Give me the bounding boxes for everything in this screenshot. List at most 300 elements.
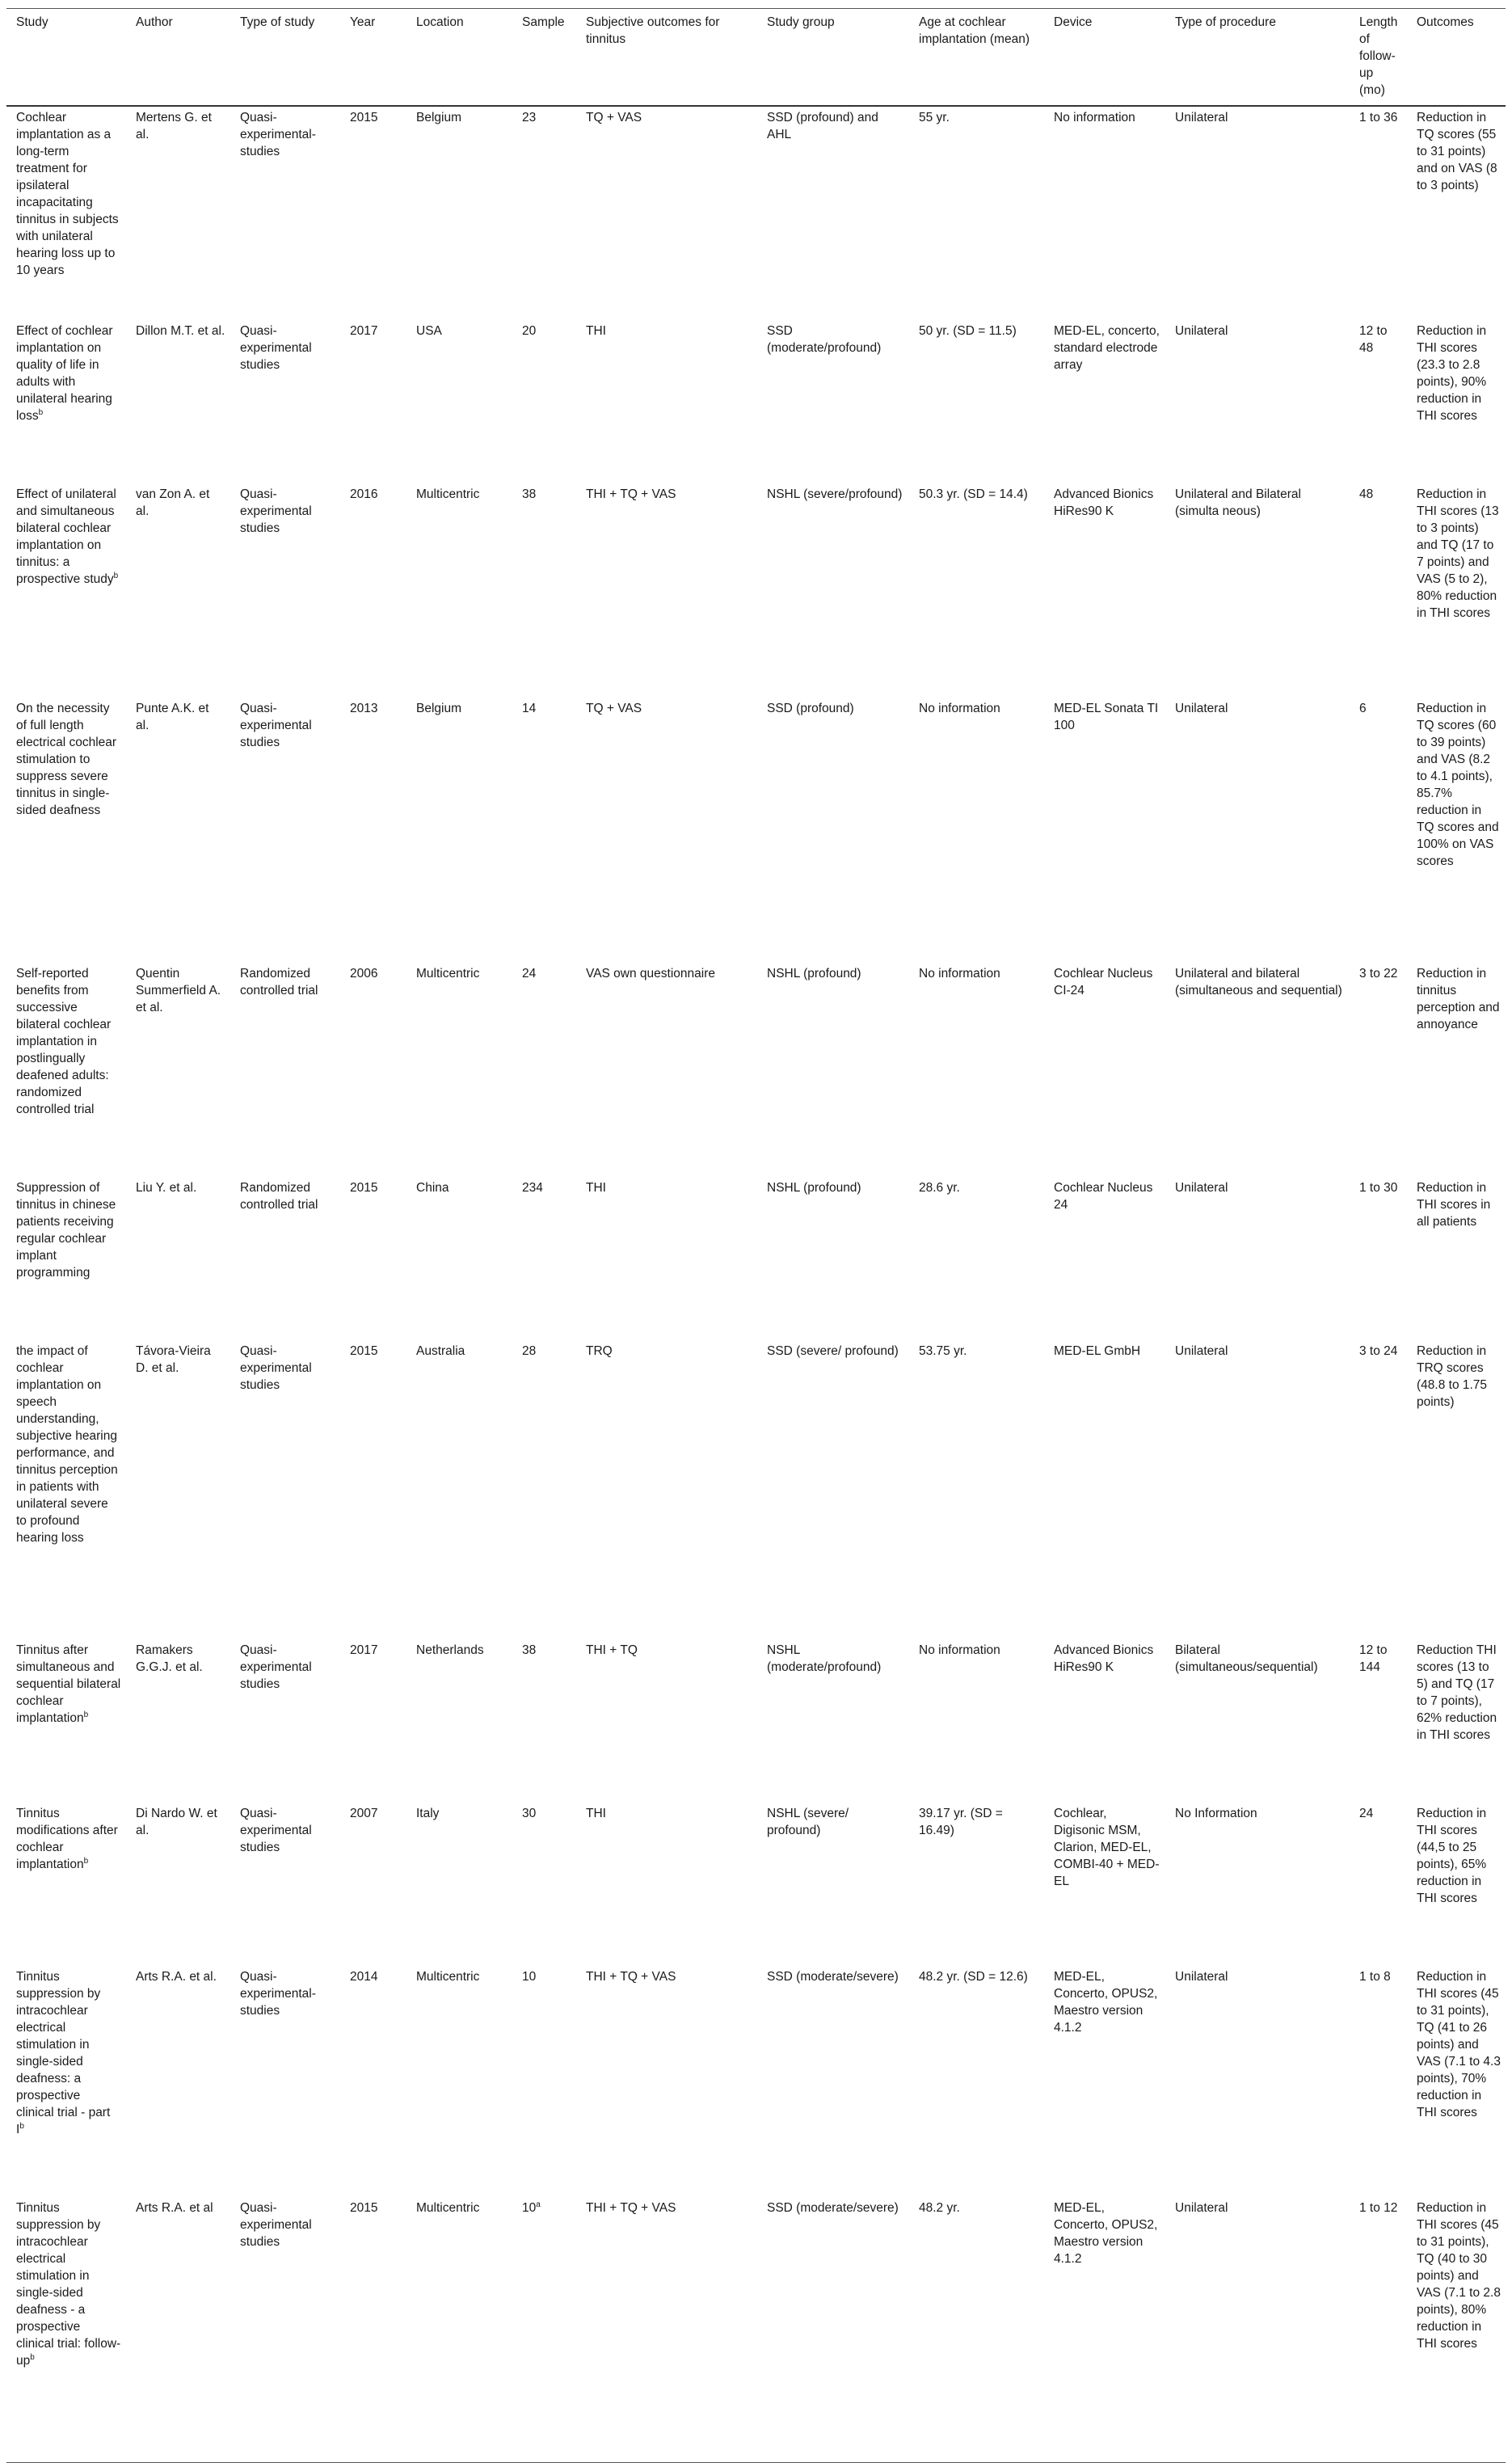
cell-procedure [1165,483,1350,698]
cell-location [406,698,512,963]
cell-group-text: NSHL (profound) [767,1181,861,1195]
cell-sample [512,320,576,483]
table-row [6,963,1506,1177]
cell-type [230,1177,340,1340]
cell-sample [512,1803,576,1966]
cell-outcomes [1407,2197,1506,2462]
cell-year [340,483,406,698]
cell-type [230,2197,340,2462]
cell-subjective-text: TQ + VAS [586,702,642,715]
header-year: Year [340,9,406,107]
cell-subjective-text: THI + TQ [586,1643,638,1657]
cell-age-text: 50.3 yr. (SD = 14.4) [919,487,1028,501]
cell-group-text: NSHL (profound) [767,967,861,981]
cell-outcomes-text: Reduction in THI scores (44,5 to 25 points), 65% reduction in THI scores [1417,1807,1487,1905]
cell-age [909,1803,1044,1966]
cell-age-text: 39.17 yr. (SD = 16.49) [919,1807,1003,1837]
cell-subjective [576,1966,757,2197]
cell-age [909,2197,1044,2462]
cell-sample [512,963,576,1177]
cell-outcomes [1407,106,1506,320]
cell-type-text: Quasi-experimental studies [240,1807,312,1854]
cell-sample-text: 23 [522,111,537,124]
cell-outcomes [1407,1177,1506,1340]
cell-type [230,1340,340,1639]
cell-followup [1350,1966,1407,2197]
cell-study [6,1340,126,1639]
cell-study-text: Tinnitus after simultaneous and sequential bilateral cochlear implantation [16,1643,121,1725]
cell-location-text: Netherlands [416,1643,484,1657]
cell-device [1044,483,1165,698]
cell-location-text: Australia [416,1344,465,1358]
cell-author-text: van Zon A. et al. [136,487,210,518]
table-container [6,8,1506,2463]
footnote-marker: b [113,571,119,580]
cell-type [230,1803,340,1966]
cell-type-text: Quasi-experimental studies [240,2201,312,2249]
cell-sample-text: 24 [522,967,537,981]
cell-procedure [1165,320,1350,483]
header-row [6,9,1506,107]
cell-outcomes-text: Reduction THI scores (13 to 5) and TQ (17 to 7 points), 62% reduction in THI scores [1417,1643,1497,1742]
header-device: Device [1044,9,1165,107]
cell-subjective-text: TQ + VAS [586,111,642,124]
cell-author-text: Mertens G. et al. [136,111,212,141]
cell-group [757,106,909,320]
cell-age-text: 48.2 yr. (SD = 12.6) [919,1970,1028,1984]
cell-group-text: SSD (moderate/severe) [767,2201,899,2215]
cell-study-text: Effect of unilateral and simultaneous bilateral cochlear implantation on tinnitus: a prospective study [16,487,116,586]
cell-group-text: NSHL (moderate/profound) [767,1643,882,1674]
footnote-marker: b [38,407,44,417]
cell-study [6,320,126,483]
cell-outcomes-text: Reduction in TQ scores (60 to 39 points) and VAS (8.2 to 4.1 points), 85.7% reduction in TQ scores and 100% on VAS scores [1417,702,1499,868]
cell-group [757,698,909,963]
cell-study-text: Tinnitus suppression by intracochlear electrical stimulation in single-sided deafness: a prospective clinical trial - part I [16,1970,111,2136]
cell-year-text: 2015 [350,1344,378,1358]
cell-location-text: Multicentric [416,487,480,501]
cell-followup-text: 12 to 144 [1359,1643,1388,1674]
cell-year-text: 2013 [350,702,378,715]
cell-device-text: Advanced Bionics HiRes90 K [1054,1643,1154,1674]
cell-group-text: SSD (severe/ profound) [767,1344,899,1358]
cell-outcomes [1407,698,1506,963]
cell-outcomes-text: Reduction in THI scores (45 to 31 points), TQ (40 to 30 points) and VAS (7.1 to 2.8 points), 80% reduction in THI scores [1417,2201,1501,2351]
cell-study [6,483,126,698]
cell-sample [512,1340,576,1639]
cell-author [126,106,230,320]
footnote-marker: b [30,2352,35,2362]
cell-study-text: the impact of cochlear implantation on speech understanding, subjective hearing performance, and tinnitus perception in patients with unilateral severe to profound hearing loss [16,1344,118,1545]
cell-procedure [1165,1803,1350,1966]
cell-sample-text: 28 [522,1344,537,1358]
cell-outcomes-text: Reduction in THI scores (23.3 to 2.8 points), 90% reduction in THI scores [1417,324,1487,423]
cell-followup-text: 6 [1359,702,1367,715]
cell-type [230,1966,340,2197]
table-row [6,1803,1506,1966]
cell-author [126,1639,230,1803]
header-followup: Length of follow-up (mo) [1350,9,1407,107]
cell-location [406,1803,512,1966]
cell-age [909,963,1044,1177]
cell-age [909,1340,1044,1639]
cell-age [909,1639,1044,1803]
cell-subjective-text: THI [586,1807,606,1820]
cell-followup-text: 1 to 12 [1359,2201,1398,2215]
cell-procedure-text: Unilateral [1175,324,1228,338]
cell-procedure [1165,1639,1350,1803]
cell-procedure [1165,2197,1350,2462]
cell-age-text: 50 yr. (SD = 11.5) [919,324,1017,338]
table-row [6,320,1506,483]
cell-location-text: Multicentric [416,967,480,981]
cell-year-text: 2014 [350,1970,378,1984]
cell-study [6,106,126,320]
footnote-marker: a [536,2199,541,2209]
cell-type-text: Quasi-experimental studies [240,324,312,372]
cell-followup [1350,1803,1407,1966]
cell-outcomes-text: Reduction in TRQ scores (48.8 to 1.75 points) [1417,1344,1488,1409]
cell-followup-text: 1 to 36 [1359,111,1398,124]
cell-outcomes [1407,483,1506,698]
cell-followup-text: 1 to 30 [1359,1181,1398,1195]
header-procedure: Type of procedure [1165,9,1350,107]
cell-sample-text: 234 [522,1181,543,1195]
table-row [6,1639,1506,1803]
cell-subjective [576,698,757,963]
cell-device-text: MED-EL, Concerto, OPUS2, Maestro version 4.1.2 [1054,2201,1158,2266]
cell-location [406,483,512,698]
header-age: Age at cochlear implantation (mean) [909,9,1044,107]
cell-location-text: China [416,1181,449,1195]
cell-age [909,698,1044,963]
cell-sample [512,698,576,963]
cell-type-text: Randomized controlled trial [240,967,318,997]
cell-author [126,1803,230,1966]
cell-outcomes [1407,320,1506,483]
cell-type-text: Quasi-experimental studies [240,1344,312,1392]
cell-outcomes-text: Reduction in THI scores (45 to 31 points), TQ (41 to 26 points) and VAS (7.1 to 4.3 points), 70% reduction in THI scores [1417,1970,1501,2119]
cell-sample-text: 10 [522,2201,537,2215]
cell-type-text: Quasi-experimental studies [240,487,312,535]
cell-age-text: No information [919,967,1000,981]
cell-author-text: Arts R.A. et al [136,2201,213,2215]
cell-group-text: NSHL (severe/ profound) [767,1807,849,1837]
cell-device-text: MED-EL, Concerto, OPUS2, Maestro version 4.1.2 [1054,1970,1158,2035]
cell-device [1044,1639,1165,1803]
cell-subjective-text: THI [586,1181,606,1195]
cell-device [1044,1340,1165,1639]
cell-subjective [576,106,757,320]
cell-followup [1350,483,1407,698]
cell-age-text: 28.6 yr. [919,1181,960,1195]
cell-year-text: 2017 [350,324,378,338]
cell-outcomes-text: Reduction in TQ scores (55 to 31 points) and on VAS (8 to 3 points) [1417,111,1497,192]
cell-sample-text: 14 [522,702,537,715]
cell-age [909,1177,1044,1340]
cell-age-text: 55 yr. [919,111,950,124]
cell-study-text: Tinnitus suppression by intracochlear electrical stimulation in single-sided deafness - a prospective clinical trial: follow-up [16,2201,121,2368]
cell-subjective [576,1803,757,1966]
cell-author [126,1340,230,1639]
cell-study [6,1639,126,1803]
cell-device [1044,1177,1165,1340]
header-subjective: Subjective outcomes for tinnitus [576,9,757,107]
cell-subjective [576,1177,757,1340]
cell-age-text: No information [919,1643,1000,1657]
cell-group-text: SSD (moderate/profound) [767,324,882,355]
cell-author-text: Távora-Vieira D. et al. [136,1344,211,1375]
cell-outcomes [1407,1803,1506,1966]
cell-device-text: MED-EL, concerto, standard electrode array [1054,324,1160,372]
footnote-marker: b [19,2121,24,2131]
cell-year-text: 2007 [350,1807,378,1820]
cell-device-text: MED-EL Sonata TI 100 [1054,702,1159,732]
cell-study [6,1177,126,1340]
table-row [6,698,1506,963]
footnote-marker: b [83,1856,89,1866]
cell-device-text: MED-EL GmbH [1054,1344,1141,1358]
cell-location-text: Italy [416,1807,440,1820]
cell-year [340,1639,406,1803]
cell-study [6,1803,126,1966]
cell-location [406,320,512,483]
cell-year [340,106,406,320]
cell-followup [1350,1639,1407,1803]
cell-age-text: No information [919,702,1000,715]
cell-outcomes [1407,1639,1506,1803]
cell-followup-text: 3 to 24 [1359,1344,1398,1358]
cell-sample [512,1177,576,1340]
cell-author-text: Quentin Summerfield A. et al. [136,967,221,1014]
cell-procedure-text: Unilateral and bilateral (simultaneous and sequential) [1175,967,1342,997]
cell-type [230,320,340,483]
cell-followup [1350,1177,1407,1340]
header-study: Study [6,9,126,107]
table-row [6,106,1506,320]
cell-procedure-text: Unilateral [1175,1344,1228,1358]
cell-followup-text: 12 to 48 [1359,324,1388,355]
cell-sample-text: 10 [522,1970,537,1984]
cell-author [126,1966,230,2197]
cell-year-text: 2015 [350,1181,378,1195]
cell-study-text: Cochlear implantation as a long-term treatment for ipsilateral incapacitating tinnitus in subjects with unilateral hearing loss up to 10 years [16,111,119,277]
cell-sample-text: 38 [522,487,537,501]
cell-device [1044,963,1165,1177]
cell-outcomes [1407,1966,1506,2197]
cell-subjective [576,483,757,698]
cell-location [406,1966,512,2197]
cell-device-text: Cochlear Nucleus 24 [1054,1181,1153,1212]
cell-sample [512,106,576,320]
cell-followup-text: 1 to 8 [1359,1970,1391,1984]
cell-location-text: Belgium [416,111,461,124]
cell-group-text: SSD (profound) and AHL [767,111,878,141]
cell-device [1044,1803,1165,1966]
cell-subjective-text: VAS own questionnaire [586,967,715,981]
cell-group [757,320,909,483]
cell-procedure-text: Bilateral (simultaneous/sequential) [1175,1643,1318,1674]
cell-year [340,1177,406,1340]
cell-year [340,1803,406,1966]
cell-study-text: Effect of cochlear implantation on quality of life in adults with unilateral hearing loss [16,324,113,423]
cell-procedure [1165,106,1350,320]
cell-study-text: Self-reported benefits from successive bilateral cochlear implantation in postlingually deafened adults: randomized controlled trial [16,967,112,1116]
cell-outcomes-text: Reduction in tinnitus perception and annoyance [1417,967,1500,1031]
cell-group [757,963,909,1177]
cell-type [230,1639,340,1803]
cell-followup [1350,106,1407,320]
cell-procedure-text: Unilateral [1175,111,1228,124]
cell-followup [1350,320,1407,483]
cell-study [6,963,126,1177]
cell-procedure-text: Unilateral [1175,702,1228,715]
footnote-marker: b [83,1710,89,1719]
cell-age [909,320,1044,483]
cell-group [757,1340,909,1639]
cell-sample-text: 30 [522,1807,537,1820]
cell-type-text: Randomized controlled trial [240,1181,318,1212]
cell-sample [512,2197,576,2462]
cell-procedure-text: No Information [1175,1807,1257,1820]
cell-author-text: Punte A.K. et al. [136,702,209,732]
cell-procedure [1165,1966,1350,2197]
table-row [6,483,1506,698]
cell-followup [1350,1340,1407,1639]
cell-author-text: Arts R.A. et al. [136,1970,217,1984]
cell-type [230,483,340,698]
cell-device [1044,2197,1165,2462]
cell-study-text: Suppression of tinnitus in chinese patients receiving regular cochlear implant programming [16,1181,116,1280]
cell-device-text: No information [1054,111,1135,124]
studies-table [6,8,1506,2463]
cell-author-text: Dillon M.T. et al. [136,324,225,338]
cell-location [406,1639,512,1803]
cell-device [1044,698,1165,963]
cell-followup [1350,698,1407,963]
cell-location [406,1340,512,1639]
cell-procedure-text: Unilateral [1175,1181,1228,1195]
table-row [6,1177,1506,1340]
cell-location [406,106,512,320]
table-row [6,1340,1506,1639]
cell-author [126,963,230,1177]
cell-location [406,2197,512,2462]
cell-subjective [576,963,757,1177]
cell-author-text: Liu Y. et al. [136,1181,197,1195]
cell-procedure-text: Unilateral and Bilateral (simulta neous) [1175,487,1301,518]
cell-sample [512,483,576,698]
header-location: Location [406,9,512,107]
cell-study [6,698,126,963]
cell-followup [1350,963,1407,1177]
cell-type-text: Quasi-experimental-studies [240,1970,316,2018]
cell-year [340,963,406,1177]
cell-outcomes [1407,1340,1506,1639]
cell-outcomes-text: Reduction in THI scores in all patients [1417,1181,1491,1229]
cell-followup-text: 48 [1359,487,1374,501]
table-row [6,1966,1506,2197]
cell-age [909,106,1044,320]
cell-group [757,483,909,698]
cell-study-text: Tinnitus modifications after cochlear implantation [16,1807,118,1871]
cell-year-text: 2006 [350,967,378,981]
cell-procedure [1165,1177,1350,1340]
cell-group [757,1639,909,1803]
cell-procedure [1165,963,1350,1177]
cell-subjective-text: THI + TQ + VAS [586,487,676,501]
cell-author [126,320,230,483]
cell-location-text: Belgium [416,702,461,715]
cell-type [230,963,340,1177]
cell-year-text: 2015 [350,111,378,124]
cell-type [230,106,340,320]
cell-age [909,1966,1044,2197]
cell-device-text: Cochlear, Digisonic MSM, Clarion, MED-EL, COMBI-40 + MED-EL [1054,1807,1160,1888]
cell-location [406,1177,512,1340]
cell-author [126,698,230,963]
cell-subjective [576,1639,757,1803]
cell-group [757,1177,909,1340]
cell-subjective [576,1340,757,1639]
cell-device-text: Advanced Bionics HiRes90 K [1054,487,1154,518]
cell-group [757,1803,909,1966]
cell-sample-text: 38 [522,1643,537,1657]
cell-year-text: 2016 [350,487,378,501]
cell-year [340,1966,406,2197]
cell-followup-text: 3 to 22 [1359,967,1398,981]
cell-study [6,2197,126,2462]
cell-year [340,320,406,483]
cell-group-text: SSD (moderate/severe) [767,1970,899,1984]
cell-location [406,963,512,1177]
cell-subjective-text: TRQ [586,1344,613,1358]
cell-group-text: SSD (profound) [767,702,854,715]
header-outcomes: Outcomes [1407,9,1506,107]
cell-device [1044,1966,1165,2197]
cell-subjective-text: THI [586,324,606,338]
cell-sample [512,1966,576,2197]
cell-sample [512,1639,576,1803]
cell-group-text: NSHL (severe/profound) [767,487,903,501]
cell-procedure-text: Unilateral [1175,2201,1228,2215]
cell-outcomes-text: Reduction in THI scores (13 to 3 points) and TQ (17 to 7 points) and VAS (5 to 2), 80% reduction in THI scores [1417,487,1499,620]
cell-study-text: On the necessity of full length electrical cochlear stimulation to suppress severe tinnitus in single-sided deafness [16,702,117,817]
cell-author-text: Ramakers G.G.J. et al. [136,1643,203,1674]
header-author: Author [126,9,230,107]
cell-type [230,698,340,963]
cell-age-text: 48.2 yr. [919,2201,960,2215]
cell-type-text: Quasi-experimental studies [240,702,312,749]
cell-author-text: Di Nardo W. et al. [136,1807,217,1837]
header-group: Study group [757,9,909,107]
cell-device [1044,106,1165,320]
cell-location-text: USA [416,324,442,338]
cell-age-text: 53.75 yr. [919,1344,967,1358]
cell-procedure [1165,698,1350,963]
cell-year [340,1340,406,1639]
table-row [6,2197,1506,2462]
cell-location-text: Multicentric [416,1970,480,1984]
cell-year-text: 2015 [350,2201,378,2215]
cell-procedure [1165,1340,1350,1639]
cell-subjective-text: THI + TQ + VAS [586,1970,676,1984]
cell-study [6,1966,126,2197]
cell-subjective-text: THI + TQ + VAS [586,2201,676,2215]
cell-type-text: Quasi-experimental-studies [240,111,316,158]
cell-age [909,483,1044,698]
cell-author [126,1177,230,1340]
